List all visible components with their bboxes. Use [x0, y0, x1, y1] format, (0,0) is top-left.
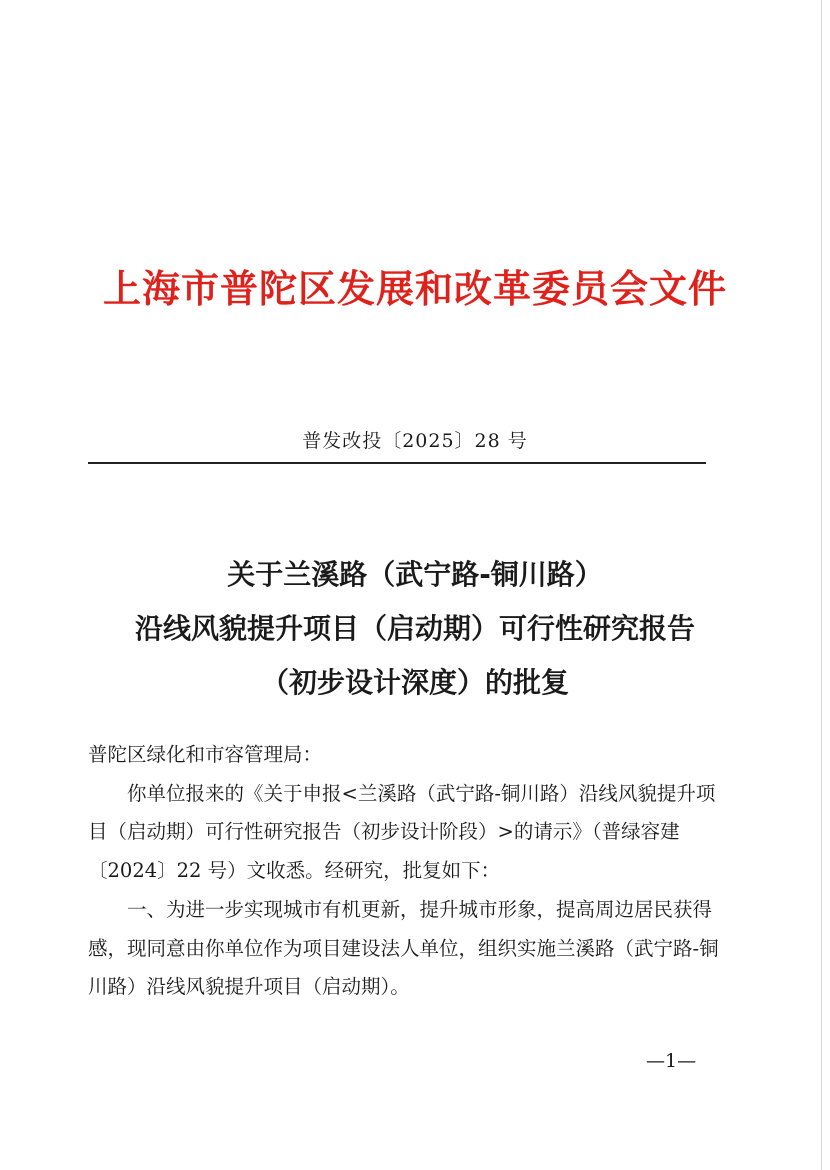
- header-divider: [88, 462, 706, 464]
- document-body: [88, 736, 720, 1007]
- body-paragraph: 一、为进一步实现城市有机更新，提升城市形象，提高周边居民获得感，现同意由你单位作为项目建设法人单位，组织实施兰溪路（武宁路-铜川路）沿线风貌提升项目（启动期）。: [88, 897, 719, 999]
- title-line: （初步设计深度）的批复: [260, 666, 569, 699]
- body-paragraph: 你单位报来的《关于申报<兰溪路（武宁路-铜川路）沿线风貌提升项目（启动期）可行性研究报告（初步设计阶段）>的请示》（普绿容建〔2024〕22 号）文收悉。经研究，批复如下：: [88, 781, 716, 883]
- page-number: —1—: [646, 1050, 697, 1072]
- title-line: 沿线风貌提升项目（启动期）可行性研究报告: [134, 612, 695, 645]
- document-title: [0, 548, 830, 710]
- title-line: 关于兰溪路（武宁路-铜川路）: [227, 558, 603, 591]
- addressee: 普陀区绿化和市容管理局：: [88, 743, 323, 766]
- document-number: 普发改投〔2025〕28 号: [302, 430, 528, 452]
- org-masthead-title: 上海市普陀区发展和改革委员会文件: [102, 266, 727, 311]
